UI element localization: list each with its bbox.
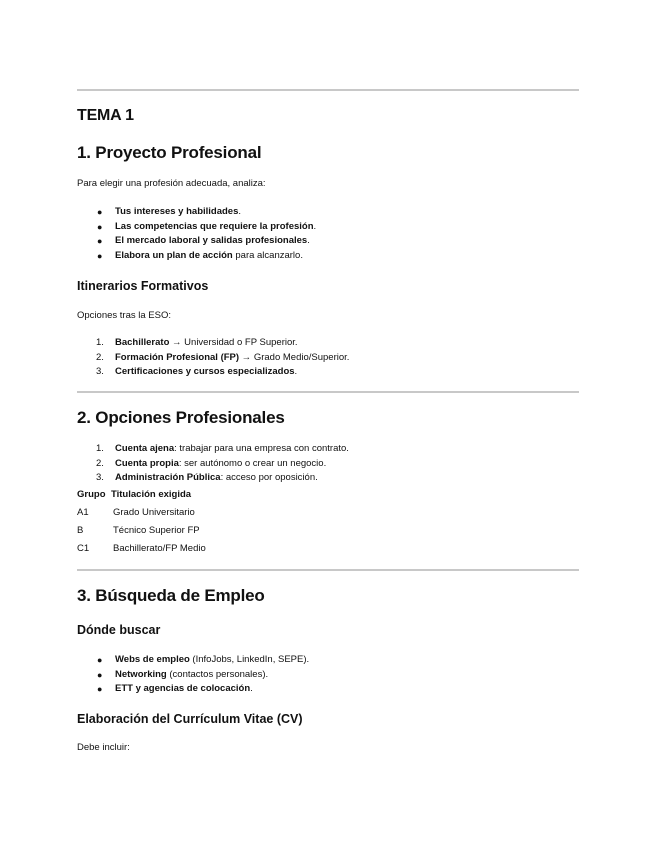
list-item: 2. Formación Profesional (FP) → Grado Medio/Superior. — [96, 351, 350, 363]
grupo-table — [77, 486, 277, 558]
table-cell: Técnico Superior FP — [113, 525, 200, 536]
section-3-title: 3. Búsqueda de Empleo — [77, 586, 265, 605]
list-item: 2. Cuenta propia: ser autónomo o crear un negocio. — [96, 457, 327, 469]
table-row — [77, 540, 277, 558]
list-item: ● Webs de empleo (InfoJobs, LinkedIn, SEPE). — [77, 653, 309, 668]
bullet-icon: ● — [97, 684, 103, 695]
list-item: ● Las competencias que requiere la profesión. — [77, 220, 316, 235]
list-item: 3. Administración Pública: acceso por oposición. — [96, 472, 318, 484]
itinerarios-numbered-list — [77, 336, 349, 380]
table-cell: Grado Universitario — [113, 507, 195, 518]
table-cell: B — [77, 525, 84, 536]
list-item: ● ETT y agencias de colocación. — [77, 682, 309, 697]
list-item: ● Tus intereses y habilidades. — [77, 205, 316, 220]
horizontal-rule — [77, 569, 579, 571]
tema-heading: TEMA 1 — [77, 107, 134, 124]
horizontal-rule — [77, 391, 579, 393]
table-row — [77, 504, 277, 522]
cv-heading: Elaboración del Currículum Vitae (CV) — [77, 712, 303, 726]
bullet-icon: ● — [97, 221, 103, 232]
list-item: ● El mercado laboral y salidas profesionales. — [77, 234, 316, 249]
bullet-icon: ● — [97, 655, 103, 665]
table-header-cell: Titulación exigida — [111, 489, 192, 500]
list-item: ● Elabora un plan de acción para alcanzarlo. — [77, 249, 316, 264]
table-cell: A1 — [77, 507, 89, 518]
section-1-intro: Para elegir una profesión adecuada, analiza: — [77, 178, 266, 189]
section-1-title: 1. Proyecto Profesional — [77, 143, 262, 162]
cv-intro: Debe incluir: — [77, 742, 130, 753]
section-1-bullet-list — [77, 205, 316, 263]
table-row — [77, 522, 277, 540]
bullet-icon: ● — [97, 250, 103, 261]
itinerarios-heading: Itinerarios Formativos — [77, 279, 209, 293]
section-2-title: 2. Opciones Profesionales — [77, 408, 285, 427]
section-3-bullet-list — [77, 653, 309, 697]
list-item: 1. Bachillerato → Universidad o FP Superior. — [96, 337, 298, 348]
bullet-icon: ● — [97, 207, 103, 217]
bullet-icon: ● — [97, 669, 103, 680]
list-item: ● Networking (contactos personales). — [77, 668, 309, 683]
table-header-row — [77, 486, 277, 504]
table-header-cell: Grupo — [77, 489, 106, 500]
itinerarios-intro: Opciones tras la ESO: — [77, 310, 171, 321]
table-cell: Bachillerato/FP Medio — [113, 543, 206, 554]
table-cell: C1 — [77, 543, 90, 554]
list-item: 3. Certificaciones y cursos especializados. — [96, 366, 298, 378]
horizontal-rule — [77, 89, 579, 91]
list-item: 1. Cuenta ajena: trabajar para una empresa con contrato. — [96, 443, 349, 454]
donde-buscar-heading: Dónde buscar — [77, 623, 161, 637]
section-2-numbered-list — [77, 442, 349, 486]
bullet-icon: ● — [97, 236, 103, 247]
